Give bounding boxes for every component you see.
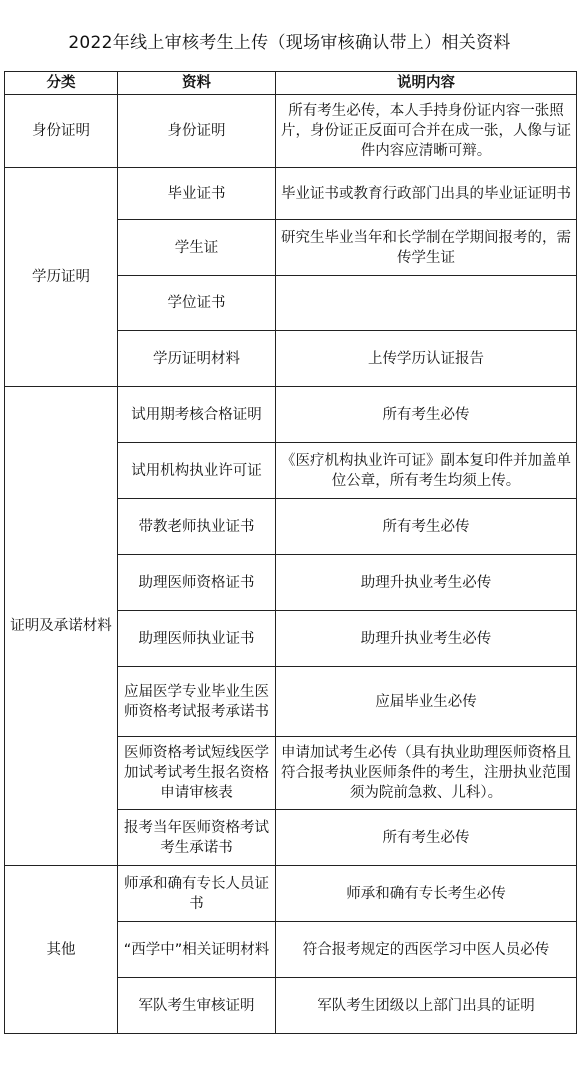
material-cell: 师承和确有专长人员证书 — [118, 866, 276, 922]
description-cell: 应届毕业生必传 — [276, 667, 577, 737]
description-cell: 研究生毕业当年和长学制在学期间报考的，需传学生证 — [276, 220, 577, 276]
table-row — [5, 387, 577, 443]
description-cell: 上传学历认证报告 — [276, 331, 577, 387]
material-cell: 学历证明材料 — [118, 331, 276, 387]
description-cell: 毕业证书或教育行政部门出具的毕业证证明书 — [276, 168, 577, 220]
material-cell: 身份证明 — [118, 95, 276, 168]
category-cell: 身份证明 — [5, 95, 118, 168]
header-category: 分类 — [5, 72, 118, 95]
category-cell: 其他 — [5, 866, 118, 1034]
table-row — [5, 168, 577, 220]
description-cell: 所有考生必传 — [276, 499, 577, 555]
description-cell: 符合报考规定的西医学习中医人员必传 — [276, 922, 577, 978]
category-cell: 证明及承诺材料 — [5, 387, 118, 866]
material-cell: 助理医师执业证书 — [118, 611, 276, 667]
description-cell: 所有考生必传 — [276, 810, 577, 866]
description-cell: 军队考生团级以上部门出具的证明 — [276, 978, 577, 1034]
category-cell: 学历证明 — [5, 168, 118, 387]
header-material: 资料 — [118, 72, 276, 95]
material-cell: 应届医学专业毕业生医师资格考试报考承诺书 — [118, 667, 276, 737]
materials-table — [4, 71, 577, 1034]
description-cell: 助理升执业考生必传 — [276, 555, 577, 611]
description-cell: 助理升执业考生必传 — [276, 611, 577, 667]
material-cell: 助理医师资格证书 — [118, 555, 276, 611]
description-cell: 《医疗机构执业许可证》副本复印件并加盖单位公章，所有考生均须上传。 — [276, 443, 577, 499]
description-cell: 所有考生必传 — [276, 387, 577, 443]
material-cell: 报考当年医师资格考试考生承诺书 — [118, 810, 276, 866]
material-cell: 学位证书 — [118, 276, 276, 331]
header-description: 说明内容 — [276, 72, 577, 95]
document-title: 2022年线上审核考生上传（现场审核确认带上）相关资料 — [68, 33, 511, 53]
description-cell — [276, 276, 577, 331]
material-cell: 试用期考核合格证明 — [118, 387, 276, 443]
description-cell: 所有考生必传，本人手持身份证内容一张照片，身份证正反面可合并在成一张，人像与证件内容应清晰可辩。 — [276, 95, 577, 168]
material-cell: 毕业证书 — [118, 168, 276, 220]
material-cell: 军队考生审核证明 — [118, 978, 276, 1034]
material-cell: 学生证 — [118, 220, 276, 276]
description-cell: 申请加试考生必传（具有执业助理医师资格且符合报考执业医师条件的考生，注册执业范围须为院前急救、儿科）。 — [276, 737, 577, 810]
description-cell: 师承和确有专长考生必传 — [276, 866, 577, 922]
table-row — [5, 866, 577, 922]
header-row — [5, 72, 577, 95]
table-row — [5, 95, 577, 168]
material-cell: 医师资格考试短线医学加试考试考生报名资格申请审核表 — [118, 737, 276, 810]
material-cell: 试用机构执业许可证 — [118, 443, 276, 499]
material-cell: 带教老师执业证书 — [118, 499, 276, 555]
material-cell: “西学中”相关证明材料 — [118, 922, 276, 978]
